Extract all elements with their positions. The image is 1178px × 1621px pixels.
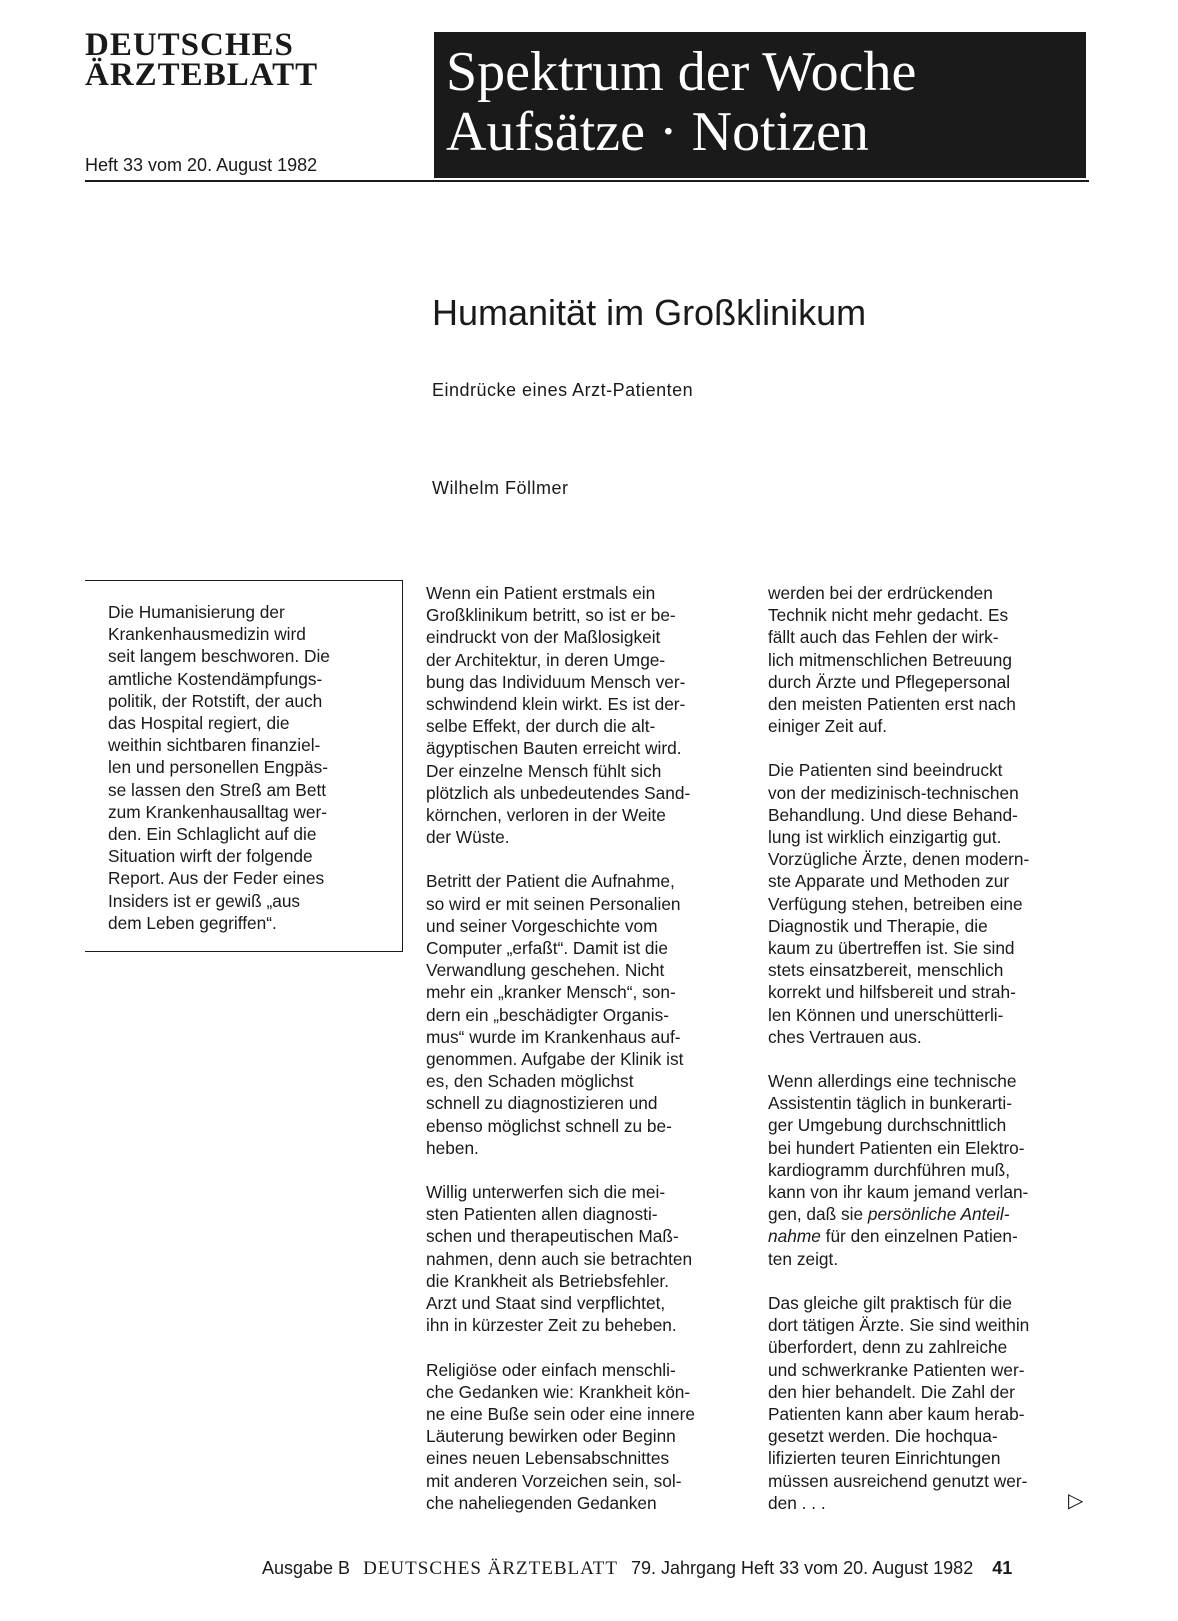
paragraph: Religiöse oder einfach menschli- che Gedanken wie: Krankheit kön- ne eine Buße sein oder eine innere Läuterung bewirken oder Beginn eines neuen Lebensabschnittes mit anderen Vorzeichen sein, sol- che naheliegenden Gedanken <box>426 1359 696 1513</box>
text-column-2 <box>768 582 1093 1514</box>
continue-arrow-icon: ▷ <box>1068 1490 1084 1512</box>
footer-edition: Ausgabe B <box>262 1558 351 1578</box>
paragraph: Willig unterwerfen sich die mei- sten Patienten allen diagnosti- schen und therapeutischen Maß- nahmen, denn auch sie betrachten die Krankheit als Betriebsfehler. Arzt und Staat sind verpflichtet, ihn in kürzester Zeit zu beheben. <box>426 1182 693 1336</box>
emphasis-text: nahme <box>768 1226 821 1247</box>
masthead-logo <box>85 27 319 93</box>
article-title: Humanität im Großklinikum <box>432 292 867 333</box>
footer-magazine: DEUTSCHES ÄRZTEBLATT <box>363 1558 618 1579</box>
intro-text: Die Humanisierung der Krankenhausmedizin wird seit langem beschworen. Die amtliche Kostendämpfungs- politik, der Rotstift, der auch das Hospital regiert, die weithin sichtbaren finanziel- len und personellen Engpäs- se lassen den Streß am Bett zum Krankenhausalltag wer- den. Ein Schlaglicht auf die Situation wirft der folgende Report. Aus der Feder eines Insiders ist er gewiß „aus dem Leben gegriffen“. <box>108 602 330 933</box>
section-banner <box>434 32 1086 178</box>
article-subtitle: Eindrücke eines Arzt-Patienten <box>432 380 694 400</box>
paragraph: Das gleiche gilt praktisch für die dort tätigen Ärzte. Sie sind weithin überfordert, denn zu zahlreiche und schwerkranke Patienten wer- den hier behandelt. Die Zahl der Patienten kann aber kaum herab- gesetzt werden. Die hochqua- lifizierten teuren Einrichtungen müssen ausreichend genutzt wer- den . . . <box>768 1292 1030 1513</box>
paragraph: werden bei der erdrückenden Technik nicht mehr gedacht. Es fällt auch das Fehlen der wirk- lich mitmenschlichen Betreuung durch Ärzte und Pflegepersonal den meisten Patienten erst nach einiger Zeit auf. <box>768 583 1016 737</box>
article-author: Wilhelm Föllmer <box>432 478 569 498</box>
page-number: 41 <box>992 1558 1013 1578</box>
footer-details: 79. Jahrgang Heft 33 vom 20. August 1982 <box>630 1558 974 1578</box>
issue-line: Heft 33 vom 20. August 1982 <box>85 155 318 175</box>
paragraph: Die Patienten sind beeindruckt von der medizinisch-technischen Behandlung. Und diese Behand- lung ist wirklich einzigartig gut. Vorzügliche Ärzte, denen modern- ste Apparate und Methoden zur Verfügung stehen, betreiben eine Diagnostik und Therapie, die kaum zu übertreffen ist. Sie sind stets einsatzbereit, menschlich korrekt und hilfsbereit und strah- len Können und unerschütterli- ches Vertrauen aus. <box>768 760 1030 1047</box>
text-column-1 <box>426 582 746 1514</box>
banner-line-2: Aufsätze · Notizen <box>446 101 869 163</box>
page-footer <box>262 1558 1012 1580</box>
paragraph: Wenn ein Patient erstmals ein Großklinikum betritt, so ist er be- eindruckt von der Maßlosigkeit der Architektur, in deren Umge- bung das Individuum Mensch ver- schwindend klein wirkt. Es ist der- selbe Effekt, der durch die alt- ägyptischen Bauten erreicht wird. Der einzelne Mensch fühlt sich plötzlich als unbedeutendes Sand- körnchen, verloren in der Weite der Wüste. <box>426 583 691 848</box>
paragraph-text: für den einzelnen Patien- ten zeigt. <box>768 1226 1018 1269</box>
paragraph: Betritt der Patient die Aufnahme, so wird er mit seinen Personalien und seiner Vorgeschichte vom Computer „erfaßt“. Damit ist die Verwandlung geschehen. Nicht mehr ein „kranker Mensch“, son- dern ein „beschädigter Organis- mus“ wurde im Krankenhaus auf- genommen. Aufgabe der Klinik ist es, den Schaden möglichst schnell zu diagnostizieren und ebenso möglichst schnell zu be- heben. <box>426 871 684 1158</box>
masthead-line-1: DEUTSCHES <box>85 27 294 63</box>
emphasis-text: persönliche Anteil- <box>867 1204 1010 1225</box>
banner-line-1: Spektrum der Woche <box>446 41 917 103</box>
paragraph <box>768 1070 1093 1270</box>
header-rule <box>85 180 1089 182</box>
masthead-line-2: ÄRZTEBLATT <box>85 57 319 93</box>
paragraph-text: Wenn allerdings eine technische Assistentin täglich in bunkerarti- ger Umgebung durchschnittlich bei hundert Patienten ein Elektro- kardiogramm durchführen muß, kann von ihr kaum jemand verlan- gen, daß sie <box>768 1071 1029 1225</box>
